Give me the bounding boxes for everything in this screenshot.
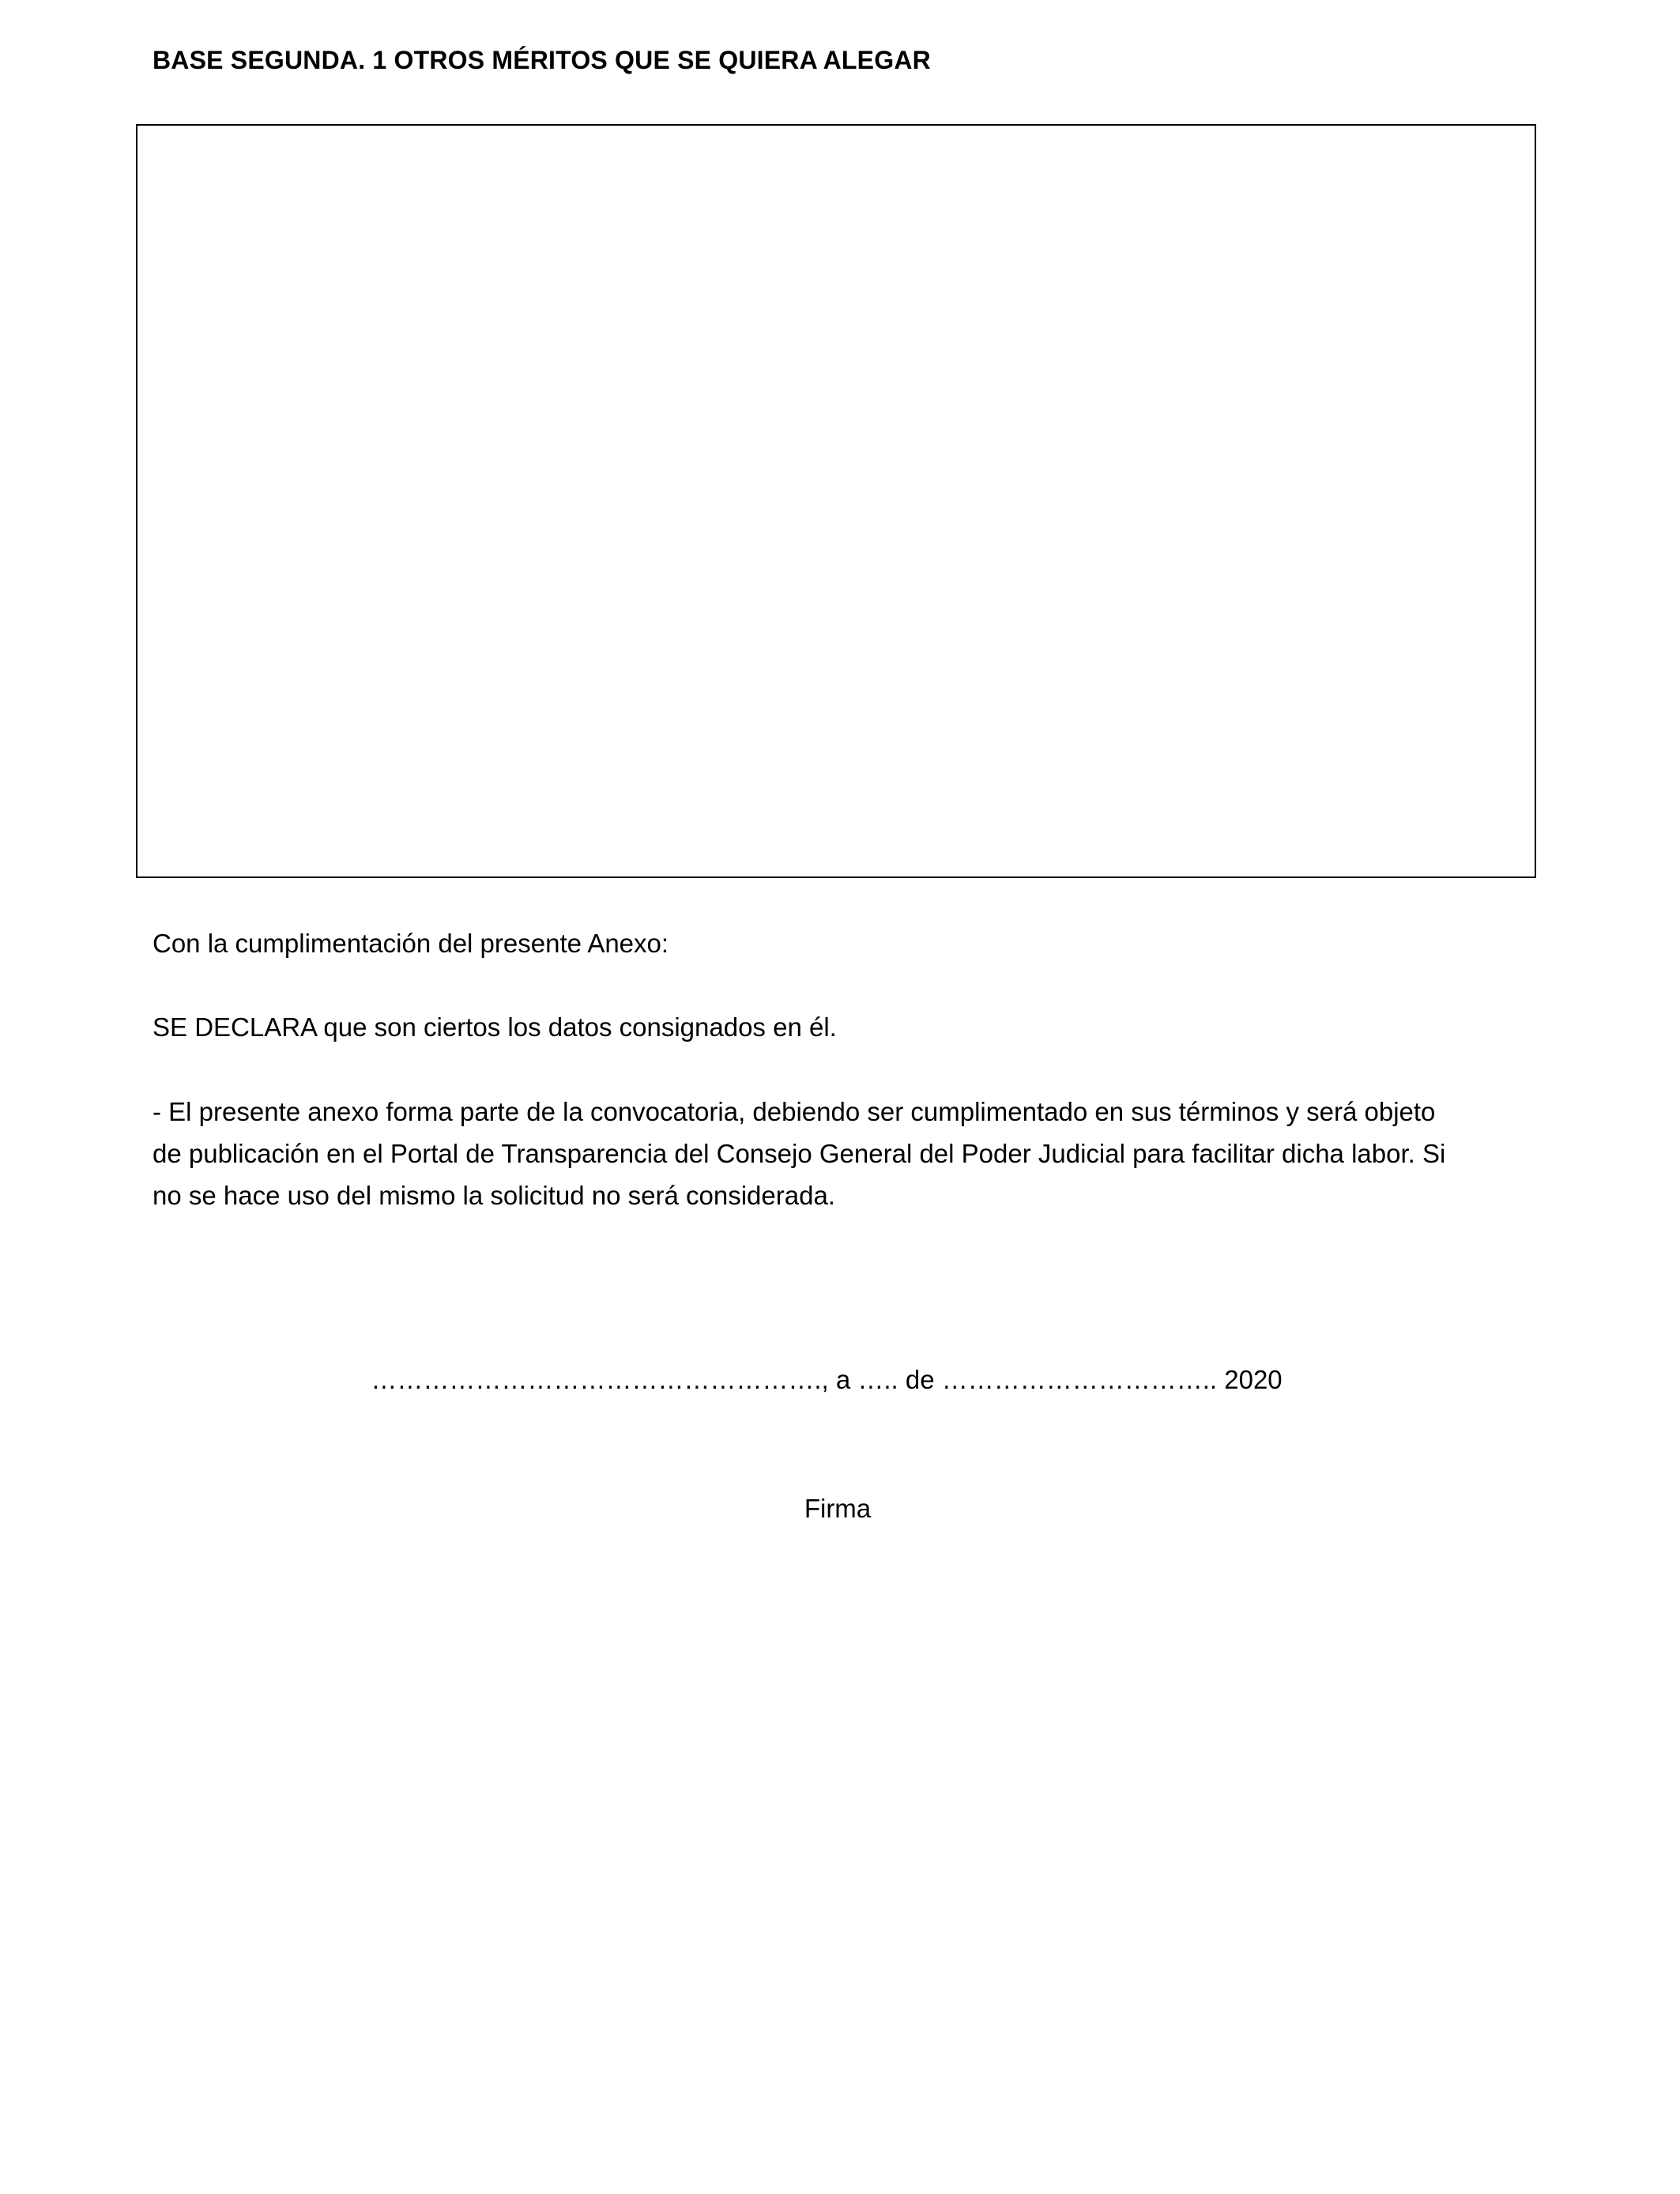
section-heading: BASE SEGUNDA. 1 OTROS MÉRITOS QUE SE QUIERA ALEGAR bbox=[153, 46, 931, 74]
intro-text: Con la cumplimentación del presente Anexo: bbox=[153, 929, 669, 958]
place-date-line bbox=[0, 1365, 1680, 1395]
declaration-text: SE DECLARA que son ciertos los datos consignados en él. bbox=[153, 1012, 837, 1042]
notice-line: no se hace uso del mismo la solicitud no será considerada. bbox=[153, 1181, 835, 1210]
notice-paragraph bbox=[153, 1091, 1543, 1216]
signature-label: Firma bbox=[804, 1494, 872, 1523]
other-merits-entry-box[interactable] bbox=[136, 124, 1536, 878]
notice-line: - El presente anexo forma parte de la convocatoria, debiendo ser cumplimentado en sus términos y será objeto bbox=[153, 1097, 1436, 1126]
signature-area bbox=[0, 1494, 1680, 1524]
notice-line: de publicación en el Portal de Transparencia del Consejo General del Poder Judicial para facilitar dicha labor. Si bbox=[153, 1139, 1446, 1168]
place-date-text: ……………………………………………., a ….. de ………………………….. 2020 bbox=[371, 1365, 1283, 1394]
